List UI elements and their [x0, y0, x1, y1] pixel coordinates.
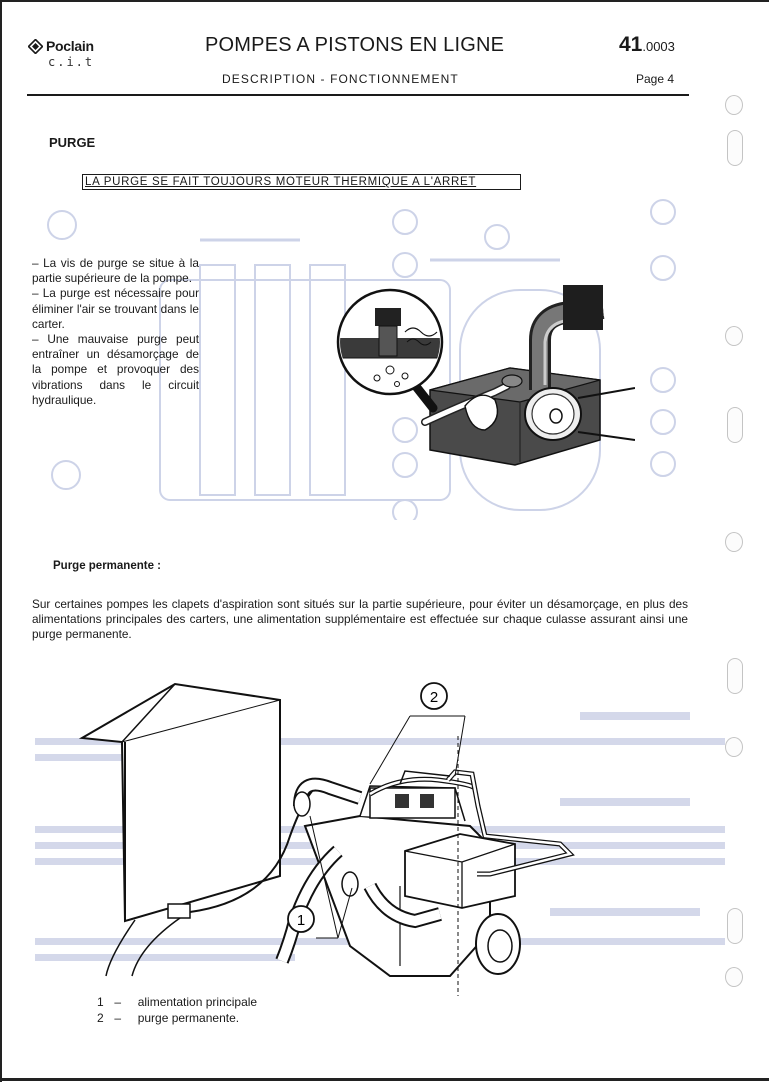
punch-slot [727, 908, 743, 944]
legend-text: alimentation principale [137, 995, 258, 1009]
bullet-item: – Une mauvaise purge peut entraîner un désamorçage de la pompe et provoquer des vibrations dans le circuit hydraulique. [32, 332, 199, 407]
permanent-purge-paragraph: Sur certaines pompes les clapets d'aspiration sont situés sur la partie supérieure, pour éviter un désamorçage, en plus des alimentations principales des carters, une alimentation supplémentaire est effectuée sur chaque culasse assurant ainsi une purge permanente. [32, 597, 688, 642]
punch-slot [727, 658, 743, 694]
brand-logo [28, 38, 123, 72]
document-number-sub: .0003 [642, 39, 675, 54]
brand-subtitle: c.i.t [48, 55, 95, 69]
page-number: Page 4 [636, 72, 675, 86]
punch-hole [725, 967, 743, 987]
punch-hole [725, 326, 743, 346]
document-number-main: 41 [619, 33, 643, 56]
legend-dash: – [114, 995, 122, 1009]
purge-bullet-list [32, 256, 199, 408]
warning-box: LA PURGE SE FAIT TOUJOURS MOTEUR THERMIQUE A L'ARRET [82, 174, 521, 190]
figure-legend [97, 994, 257, 1026]
subsection-title: Purge permanente : [53, 560, 161, 572]
legend-number: 1 [97, 995, 104, 1009]
punch-slot [727, 130, 743, 166]
purge-screw-illustration [335, 280, 635, 475]
document-number [619, 33, 675, 57]
legend-item [97, 994, 257, 1010]
legend-text: purge permanente. [137, 1011, 240, 1025]
legend-dash: – [114, 1011, 122, 1025]
bullet-item: – La purge est nécessaire pour éliminer l'air se trouvant dans le carter. [32, 286, 199, 331]
bullet-item: – La vis de purge se situe à la partie supérieure de la pompe. [32, 256, 199, 286]
callout-2-label: 2 [429, 689, 439, 706]
callout-1-label: 1 [296, 912, 306, 929]
legend-number: 2 [97, 1011, 104, 1025]
punch-hole [725, 95, 743, 115]
page-border-left [0, 0, 2, 1082]
punch-slot [727, 407, 743, 443]
legend-item [97, 1010, 257, 1026]
header-rule [27, 94, 689, 96]
section-title: PURGE [49, 135, 96, 150]
pump-supply-diagram [70, 676, 590, 1006]
punch-hole [725, 532, 743, 552]
document-title: POMPES A PISTONS EN LIGNE [205, 34, 505, 56]
page-border-bottom [0, 1078, 769, 1081]
document-subtitle: DESCRIPTION - FONCTIONNEMENT [222, 72, 459, 86]
diamond-logo-icon [28, 39, 43, 54]
brand-name: Poclain [46, 38, 94, 54]
page-border-top [0, 0, 769, 2]
punch-hole [725, 737, 743, 757]
